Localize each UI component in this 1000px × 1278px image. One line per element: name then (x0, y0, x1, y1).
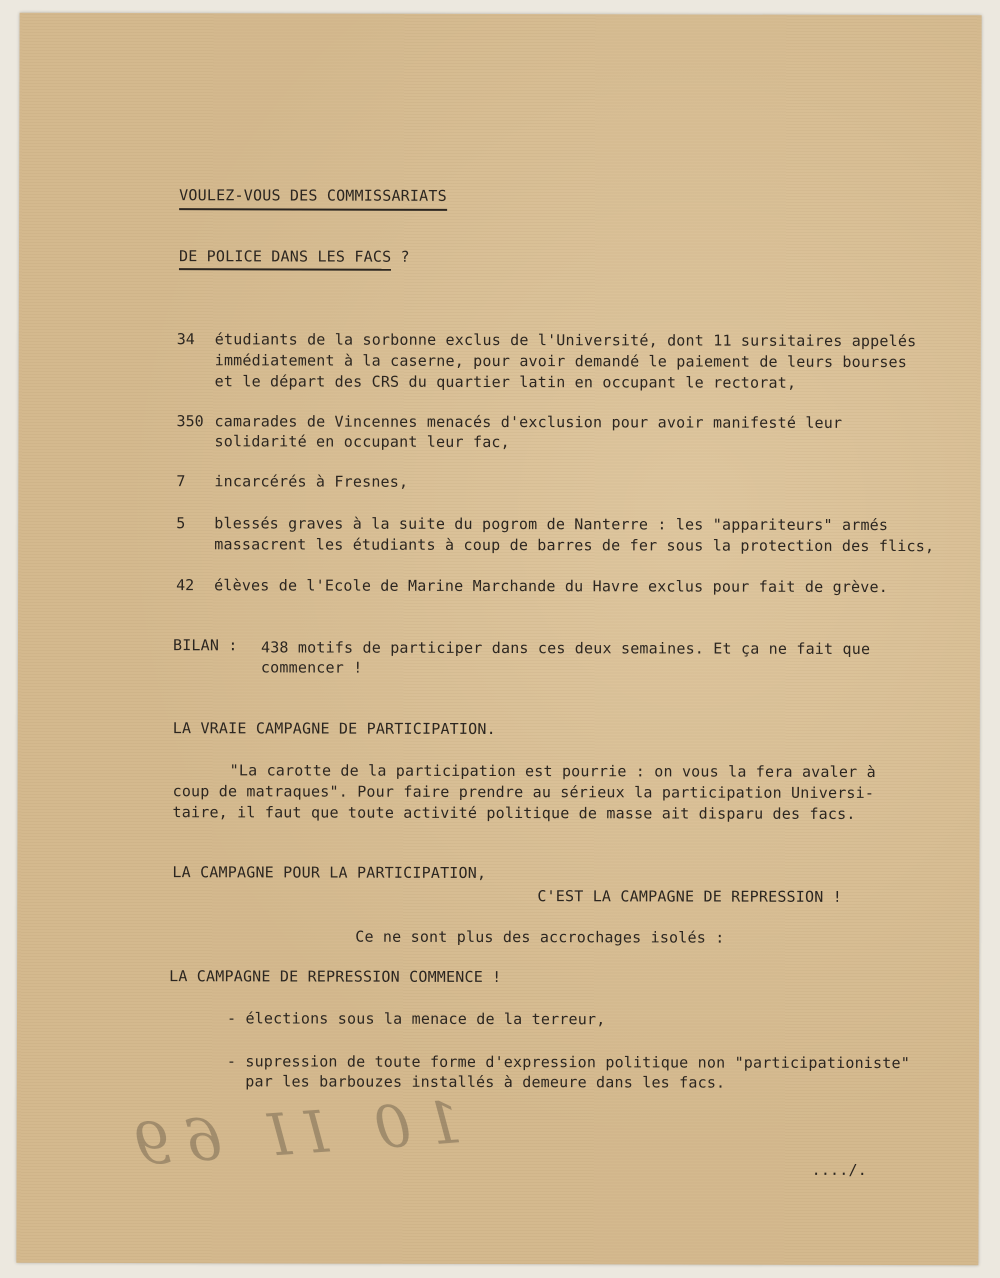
item-number: 5 (176, 514, 186, 533)
item-text-line: incarcérés à Fresnes, (214, 472, 409, 491)
item-number: 350 (176, 412, 204, 431)
campaign-line-2: C'EST LA CAMPAGNE DE REPRESSION ! (537, 887, 842, 906)
item-text-line: blessés graves à la suite du pogrom de Nanterre : les "appariteurs" armés (214, 514, 889, 535)
item-number: 7 (176, 472, 186, 491)
item-text-line: élèves de l'Ecole de Marine Marchande du Havre exclus pour fait de grève. (214, 576, 889, 597)
paper-sheet (16, 13, 981, 1266)
bilan-label: BILAN : (172, 636, 238, 655)
quote-line-1: "La carotte de la participation est pourrie : on vous la fera avaler à (229, 761, 876, 781)
quote-line-3: taire, il faut que toute activité politique de masse ait disparu des facs. (172, 803, 856, 823)
bilan-line-1: 438 motifs de participer dans ces deux semaines. Et ça ne fait que (260, 638, 871, 658)
repression-title: LA CAMPAGNE DE REPRESSION COMMENCE ! (169, 967, 502, 987)
title-line-2 (179, 246, 410, 267)
item-text-line: et le départ des CRS du quartier latin en occupant le rectorat, (214, 372, 797, 392)
bullet-suppression-line-2: par les barbouzes installés à demeure dans les facs. (226, 1072, 726, 1092)
title-line-1: VOULEZ-VOUS DES COMMISSARIATS (179, 185, 447, 211)
item-text-line: solidarité en occupant leur fac, (214, 432, 510, 452)
item-number: 42 (176, 576, 195, 595)
title-line-2-underlined: DE POLICE DANS LES FACS (179, 247, 391, 271)
bullet-elections: - élections sous la menace de la terreur, (226, 1009, 606, 1029)
item-text-line: immédiatement à la caserne, pour avoir demandé le paiement de leurs bourses (214, 351, 908, 372)
item-text-line: étudiants de la sorbonne exclus de l'Université, dont 11 sursitaires appelés (214, 330, 917, 351)
title-line-2-tail: ? (391, 247, 410, 266)
bilan-line-2: commencer ! (260, 658, 363, 677)
item-text-line: massacrent les étudiants à coup de barres de fer sous la protection des flics, (214, 535, 935, 556)
item-number: 34 (176, 330, 195, 349)
quote-line-2: coup de matraques". Pour faire prendre au sérieux la participation Universi- (172, 782, 875, 802)
continuation-mark: ..../. (811, 1160, 868, 1179)
section-title-participation: LA VRAIE CAMPAGNE DE PARTICIPATION. (172, 719, 496, 738)
isolated-line: Ce ne sont plus des accrochages isolés : (355, 927, 725, 947)
item-text-line: camarades de Vincennes menacés d'exclusion pour avoir manifesté leur (214, 412, 843, 432)
bullet-suppression-line-1: - supression de toute forme d'expression politique non "participationiste" (226, 1052, 910, 1073)
campaign-line-1: LA CAMPAGNE POUR LA PARTICIPATION, (172, 863, 487, 882)
handwritten-date-showthrough: 10 II 69 (118, 1088, 465, 1180)
